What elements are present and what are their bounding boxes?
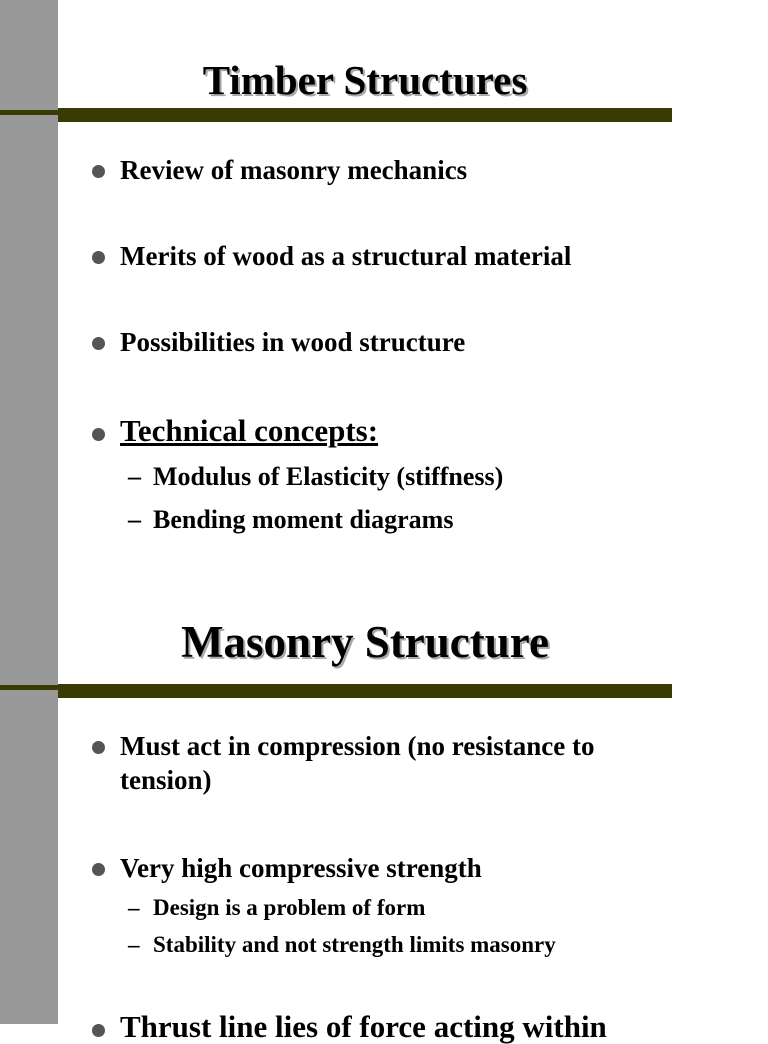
bullet-text: Very high compressive strength (120, 853, 482, 883)
slide-title: Masonry Structure (181, 617, 549, 667)
slide-sidebar (0, 0, 58, 568)
title-rule (58, 108, 672, 122)
bullet-text: Possibilities in wood structure (120, 327, 466, 357)
slide-title: Timber Structures (202, 57, 528, 103)
bullet-dot-icon (92, 741, 105, 754)
sub-item (128, 462, 503, 492)
slide-sidebar (0, 568, 58, 1024)
title-rule-left (0, 685, 58, 690)
sub-dash: – (128, 462, 141, 491)
bullet-dot-icon (92, 337, 105, 350)
bullet-dot-icon (92, 251, 105, 264)
bullet-text: Review of masonry mechanics (120, 155, 468, 185)
sub-item (128, 895, 425, 921)
title-rule (58, 684, 672, 698)
sub-item (128, 505, 453, 535)
bullet-dot-icon (92, 428, 105, 441)
bullet-text: Merits of wood as a structural material (120, 241, 572, 271)
title-rule-left (0, 110, 58, 115)
bullet-text: Technical concepts: (120, 413, 379, 448)
bullet-dot-icon (92, 165, 105, 178)
bullet-dot-icon (92, 1024, 105, 1037)
sub-dash: – (128, 895, 140, 920)
sub-dash: – (128, 505, 141, 534)
bullet-text: Must act in compression (no resistance to tension) (120, 731, 595, 795)
slide-masonry-structure (0, 568, 768, 1044)
sub-text: Design is a problem of form (153, 895, 426, 920)
sub-item (128, 932, 556, 958)
sub-dash: – (128, 932, 140, 957)
sub-text: Stability and not strength limits masonry (153, 932, 556, 957)
bullet-dot-icon (92, 863, 105, 876)
bullet-text: Thrust line lies of force acting within (120, 1009, 607, 1044)
sub-text: Bending moment diagrams (153, 505, 454, 534)
sub-text: Modulus of Elasticity (stiffness) (153, 462, 504, 491)
